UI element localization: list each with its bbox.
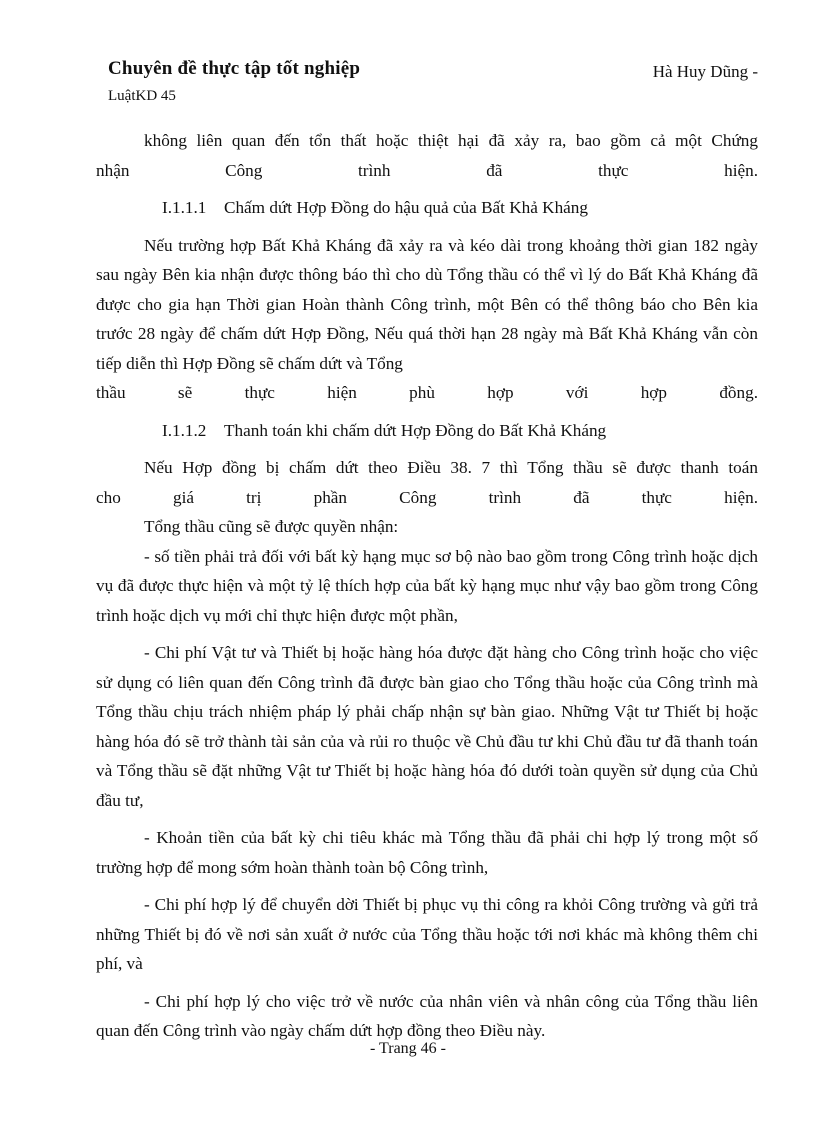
header-title: Chuyên đề thực tập tốt nghiệp bbox=[108, 58, 361, 79]
body-text bbox=[96, 126, 758, 1046]
list-item-3: - Khoản tiền của bất kỳ chi tiêu khác mà Tổng thầu đã phải chi hợp lý trong một số trường hợp để mong sớm hoàn thành toàn bộ Công trình, bbox=[96, 828, 758, 877]
paragraph-1-line-2: nhận Công trình đã thực hiện. bbox=[96, 160, 758, 180]
section-heading-1-number: I.1.1.1 bbox=[162, 198, 207, 217]
list-item-1: - số tiền phải trả đối với bất kỳ hạng mục sơ bộ nào bao gồm trong Công trình hoặc dịch vụ đã được thực hiện và một tỷ lệ thích hợp của bất kỳ hạng mục như vậy bao gồm trong Công trình hoặc dịch vụ mới chỉ thực hiện được một phần, bbox=[96, 546, 758, 625]
paragraph-2: Nếu trường hợp Bất Khả Kháng đã xảy ra và kéo dài trong khoảng thời gian 182 ngày sau ngày Bên kia nhận được thông báo thì cho dù Tổng thầu có thể vì lý do Bất Khả Kháng đã được cho gia hạn Thời gian Hoàn thành Công trình, một Bên có thể thông báo cho Bên kia trước 28 ngày để chấm dứt Hợp Đồng, Nếu quá thời hạn 28 ngày mà Bất Khả Kháng vẫn còn tiếp diễn thì Hợp Đồng sẽ chấm dứt và Tổng bbox=[96, 235, 758, 373]
list-item-2: - Chi phí Vật tư và Thiết bị hoặc hàng hóa được đặt hàng cho Công trình hoặc cho việc sử dụng có liên quan đến Công trình đã được bàn giao cho Tổng thầu hoặc của Công trình mà Tổng thầu chịu trách nhiệm pháp lý phải chấp nhận sự bàn giao. Những Vật tư Thiết bị hoặc hàng hóa đó sẽ trở thành tài sản của và rủi ro thuộc về Chủ đầu tư khi Chủ đầu tư đã thanh toán và Tổng thầu sẽ đặt những Vật tư Thiết bị hoặc hàng hóa đó dưới toàn quyền sử dụng của Chủ đầu tư, bbox=[96, 643, 758, 810]
paragraph-3-line-1: Nếu Hợp đồng bị chấm dứt theo Điều 38. 7 thì Tổng thầu sẽ được thanh toán bbox=[144, 458, 758, 477]
list-item-5: - Chi phí hợp lý cho việc trở về nước của nhân viên và nhân công của Tổng thầu liên quan đến Công trình vào ngày chấm dứt hợp đồng theo Điều này. bbox=[96, 991, 758, 1040]
paragraph-1-line-1: không liên quan đến tổn thất hoặc thiệt hại đã xảy ra, bao gồm cả một Chứng bbox=[144, 131, 758, 150]
section-heading-1-text: Chấm dứt Hợp Đồng do hậu quả của Bất Khả Kháng bbox=[224, 198, 588, 217]
section-heading-2-number: I.1.1.2 bbox=[162, 420, 207, 440]
header-author: Hà Huy Dũng - bbox=[652, 62, 758, 81]
header-class: LuậtKD 45 bbox=[108, 88, 176, 104]
paragraph-2-last-line: thầu sẽ thực hiện phù hợp với hợp đồng. bbox=[96, 383, 758, 402]
list-item-4: - Chi phí hợp lý để chuyển dời Thiết bị phục vụ thi công ra khỏi Công trường và gửi trả những Thiết bị đó về nơi sản xuất ở nước của Tổng thầu hoặc tới nơi khác mà không thêm chi phí, và bbox=[96, 895, 758, 973]
section-heading-1 bbox=[96, 193, 758, 223]
paragraph-4: Tổng thầu cũng sẽ được quyền nhận: bbox=[144, 517, 399, 536]
section-heading-2 bbox=[96, 416, 758, 446]
section-heading-2-text: Thanh toán khi chấm dứt Hợp Đồng do Bất Khả Kháng bbox=[224, 420, 607, 440]
page-number: - Trang 46 - bbox=[369, 1040, 446, 1057]
paragraph-3-last-line: cho giá trị phần Công trình đã thực hiện. bbox=[96, 487, 758, 507]
